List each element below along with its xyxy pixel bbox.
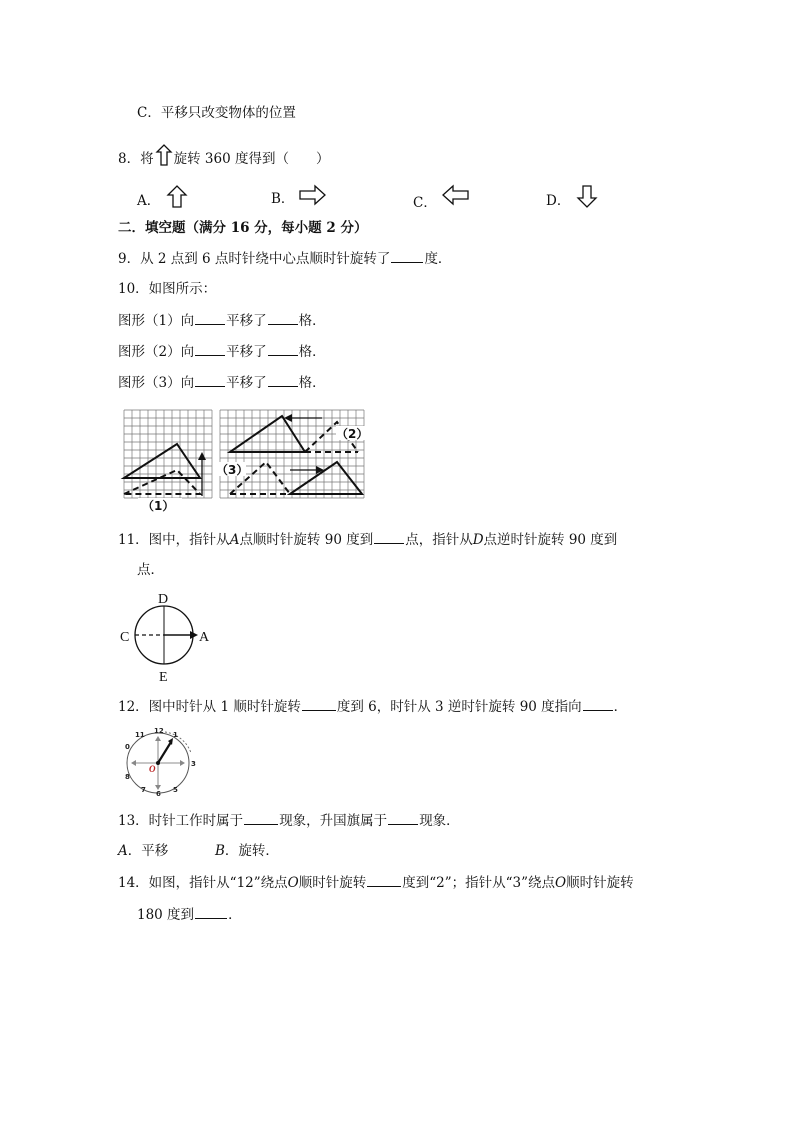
q10-line-3 [118, 373, 326, 392]
q14-line2-a: 180 度到 [137, 907, 195, 923]
shape-1-arrowhead [198, 452, 206, 460]
q14-text-a: 14．如图，指针从“12”绕点 [118, 875, 288, 891]
arrow-right-icon [299, 185, 327, 205]
q10-line-1-b: 平移了 [226, 313, 267, 329]
q12-center-label: O [149, 764, 156, 774]
q11-label-e: E [159, 670, 168, 685]
q12-arrow-left [131, 760, 136, 766]
q9-text-b: 度． [424, 251, 452, 267]
q12-text-a: 12．图中时针从 1 顺时针旋转 [118, 699, 301, 715]
q8-prefix: 8．将 [118, 151, 154, 167]
section-2-title: 二．填空题（满分 16 分，每小题 2 分） [118, 220, 368, 236]
q12-num-7: 7 [141, 786, 146, 794]
q10-grid-figure [122, 408, 372, 514]
q12-num-11: 11 [135, 731, 145, 739]
q8-option-c-label: C． [413, 195, 437, 211]
q10-line-3-b: 平移了 [226, 375, 267, 391]
q11-text-b: 点顺时针旋转 90 度到 [239, 532, 374, 548]
q8-option-a[interactable] [137, 185, 189, 210]
q10-line-1 [118, 311, 326, 330]
q11-pointer-arrowhead [190, 631, 198, 639]
label-shape-1: （1） [142, 499, 175, 513]
q10-blank-1b[interactable] [268, 311, 298, 325]
q14-blank-1[interactable] [367, 873, 401, 887]
q13-text-c: 现象． [419, 813, 460, 829]
q10-line-2-b: 平移了 [226, 344, 267, 360]
arrow-up-icon [165, 185, 189, 209]
q7-option-c: C．平移只改变物体的位置 [137, 105, 296, 121]
q12-blank-1[interactable] [302, 697, 336, 711]
q11-label-a: A [199, 630, 210, 645]
q14-question-cont [137, 905, 242, 924]
q10-blank-2b[interactable] [268, 342, 298, 356]
q8-option-b-label: B． [271, 191, 295, 207]
q8-option-d-label: D． [546, 193, 571, 209]
q12-num-6: 6 [156, 790, 161, 798]
arrow-left-icon [441, 185, 469, 205]
q10-line-1-c: 格． [298, 313, 326, 329]
q14-point-o-2: O [555, 875, 567, 891]
q9-text-a: 9．从 2 点到 6 点时针绕中心点顺时针旋转了 [118, 251, 391, 267]
q10-line-1-a: 图形（1）向 [118, 313, 195, 329]
q11-blank-1[interactable] [374, 530, 404, 544]
q10-intro: 10．如图所示： [118, 281, 217, 297]
q11-label-d: D [158, 592, 169, 607]
q14-text-c: 度到“2”；指针从“3”绕点 [402, 875, 556, 891]
q12-num-3: 3 [191, 760, 196, 768]
q10-line-3-c: 格． [298, 375, 326, 391]
q12-arrow-right [180, 760, 185, 766]
q12-blank-2[interactable] [583, 697, 613, 711]
q12-text-c: ． [613, 699, 628, 715]
q8-option-a-label: A． [137, 193, 161, 209]
q12-num-1: 1 [173, 731, 178, 739]
q13-option-b-text: ．旋转． [224, 843, 279, 859]
q12-arrow-up [155, 736, 161, 741]
shape-1-original [124, 444, 200, 478]
q13-question [118, 811, 460, 830]
q8-option-c[interactable] [413, 185, 469, 212]
q9-question [118, 249, 451, 268]
q12-num-8: 8 [125, 773, 130, 781]
q8-question [118, 143, 329, 168]
q10-blank-1a[interactable] [195, 311, 225, 325]
q13-option-a-text: ．平移 [127, 843, 169, 859]
q13-option-b-label: B [215, 843, 225, 859]
q11-question [118, 530, 617, 549]
q10-blank-2a[interactable] [195, 342, 225, 356]
q13-text-a: 13．时针工作时属于 [118, 813, 244, 829]
label-shape-3: （3） [216, 463, 249, 477]
q11-text-d: 点逆时针旋转 90 度到 [483, 532, 618, 548]
q10-line-2 [118, 342, 326, 361]
q13-option-a[interactable] [118, 842, 168, 860]
q13-blank-1[interactable] [244, 811, 278, 825]
q11-point-d: D [472, 532, 484, 548]
q12-question [118, 697, 627, 716]
arrow-up-icon [154, 143, 174, 167]
q14-point-o-1: O [287, 875, 299, 891]
q11-label-c: C [120, 630, 130, 645]
q13-text-b: 现象，升国旗属于 [279, 813, 388, 829]
q13-option-b[interactable] [215, 842, 279, 860]
q14-question [118, 873, 634, 892]
q14-text-b: 顺时针旋转 [298, 875, 367, 891]
q12-num-5: 5 [173, 786, 178, 794]
q12-num-0: 0 [125, 743, 130, 751]
q9-answer-blank[interactable] [391, 249, 423, 263]
q8-option-d[interactable] [546, 185, 599, 210]
q10-line-3-a: 图形（3）向 [118, 375, 195, 391]
q10-line-2-a: 图形（2）向 [118, 344, 195, 360]
label-shape-2: （2） [336, 427, 369, 441]
q13-option-a-label: A [118, 843, 128, 859]
q10-blank-3a[interactable] [195, 373, 225, 387]
q12-hour-hand [158, 742, 171, 763]
q11-circle-figure [118, 588, 218, 686]
q11-text-c: 点，指针从 [405, 532, 473, 548]
q11-text-a: 11．图中，指针从 [118, 532, 230, 548]
q12-num-12: 12 [154, 727, 164, 735]
q12-center-dot [156, 761, 160, 765]
q10-blank-3b[interactable] [268, 373, 298, 387]
q14-text-d: 顺时针旋转 [566, 875, 634, 891]
q8-suffix: 旋转 360 度得到（ ） [173, 151, 330, 167]
q10-line-2-c: 格． [298, 344, 326, 360]
q12-text-b: 度到 6，时针从 3 逆时针旋转 90 度指向 [336, 699, 582, 715]
q11-question-cont: 点． [137, 562, 164, 578]
q14-line2-b: ． [228, 907, 242, 923]
grid-left [124, 410, 212, 498]
q14-blank-2[interactable] [195, 905, 227, 919]
shape-3-translated [290, 462, 362, 494]
q11-point-a: A [229, 532, 240, 548]
q8-option-b[interactable] [271, 185, 327, 208]
arrow-down-icon [575, 185, 599, 209]
q13-blank-2[interactable] [388, 811, 418, 825]
q12-clock-figure [121, 726, 207, 798]
